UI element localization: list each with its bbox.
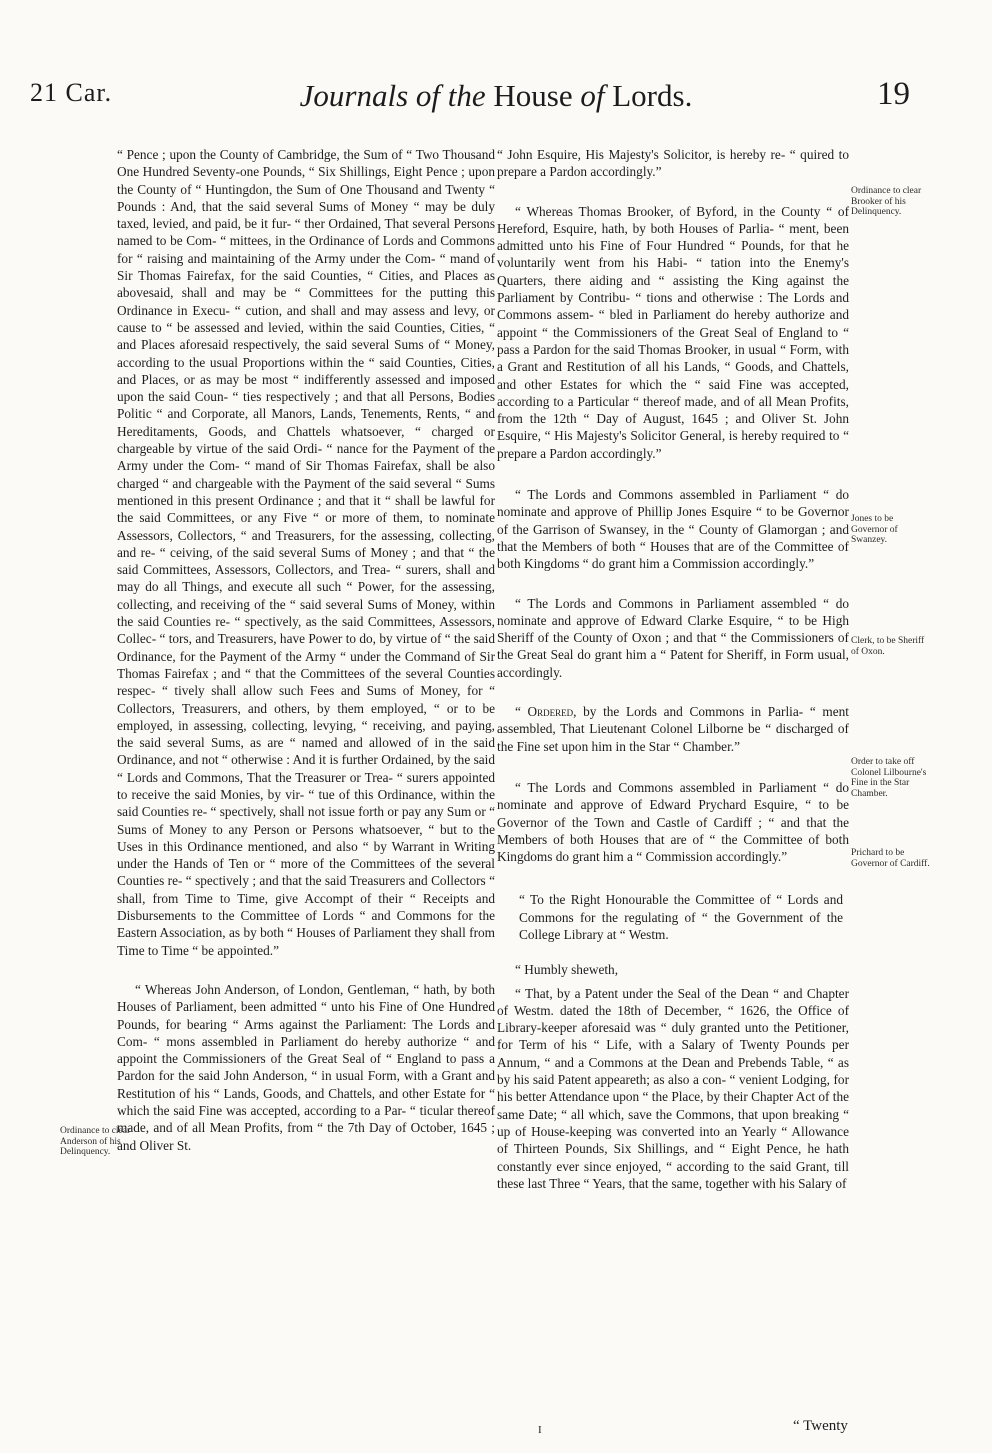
margin-note-lilborne: Order to take off Colonel Lilbourne's Fine in the Star Chamber.: [851, 757, 927, 799]
signature-mark: I: [538, 1424, 542, 1436]
right-column: [497, 146, 849, 1192]
humbly-sheweth: “ Humbly sheweth,: [515, 962, 619, 978]
running-title-lords: Lords.: [612, 78, 693, 113]
ordered-word: Ordered,: [527, 704, 577, 720]
anderson-ordinance-end: “ John Esquire, His Majesty's Solicitor, is hereby re- “ quired to prepare a Pardon accordingly.”: [497, 147, 849, 180]
left-column: [117, 146, 495, 1154]
running-title: [0, 78, 992, 114]
running-title-of-the: of the: [408, 78, 494, 113]
margin-note-brooker: Ordinance to clear Brooker of his Delinquency.: [851, 186, 922, 218]
anderson-ordinance-text: “ Whereas John Anderson, of London, Gentleman, “ hath, by both Houses of Parliament, been admitted “ unto his Fine of One Hundred Pounds, for bearing “ Arms against the Parliament: The Lords and Com- “ mons assembled in Parliament do hereby authorize “ and appoint the Commissioners of the Great Seal of “ England to pass a Pardon for the said John Anderson, “ in usual Form, with a Grant and Restitution of his “ Lands, Goods, and Chattels, and other Estate for “ which the said Fine was accepted, according to a Par- “ ticular thereof made, and of all Mean Profits, from “ the 7th Day of October, 1645 ; and Oliver St.: [117, 981, 495, 1153]
petition-body-text: “ That, by a Patent under the Seal of the Dean “ and Chapter of Westm. dated the 18th of December, “ 1626, the Office of Library-keeper aforesaid was “ duly granted unto the Petitioner, for Term of his “ Life, with a Salary of Twenty Pounds per Annum, “ and a Commons at the Dean and Prebends Table, “ as by his said Patent appeareth; as also a con- “ venient Lodging, for his better Attendance upon “ the Place, by their Chapter Act of the same Date; “ all which, save the Commons, that upon breaking “ up of House-keeping was converted into an Yearly “ Allowance of Thirteen Pounds, Six Shillings, and “ Eight Pence, he hath constantly ever since enjoyed, “ according to the said Grant, till these last Three “ Years, that the same, together with his Salary of: [497, 985, 849, 1191]
page-number: 19: [877, 76, 910, 112]
brooker-ordinance-text: “ Whereas Thomas Brooker, of Byford, in the County “ of Hereford, Esquire, hath, by both Houses of Parlia- “ ment, been admitted unto his Fine of Four Hundred “ Pounds, for that he voluntarily went from his Habi- “ tation into the Enemy's Quarters, there aiding and “ assisting the King against the Parliament by Contribu- “ tions and otherwise : The Lords and Commons assem- “ bled in Parliament do hereby authorize and appoint “ the Commissioners of the Great Seal of England to “ pass a Pardon for the said Thomas Brooker, in usual “ Form, with a Grant and Restitution of all his Lands, “ Goods, and Chattels, and other Estates for which the “ said Fine was accepted, according to a Particular “ thereof made, and of all Mean Profits, from the 12th “ Day of August, 1645 ; and Oliver St. John Esquire, “ His Majesty's Solicitor General, is hereby required to “ prepare a Pardon accordingly.”: [497, 203, 849, 461]
lilborne-order: “ Ordered, by the Lords and Commons in Parlia- “ ment assembled, That Lieutenant Colonel Lilborne be “ discharged of the Fine set upon him in the Star “ Chamber.”: [497, 704, 849, 754]
clarke-order-text: “ The Lords and Commons in Parliament assembled “ do nominate and approve of Edward Clarke Esquire, “ to be High Sheriff of the County of Oxon ; and that “ the Commissioners of the Great Seal do grant him a “ Patent for Sheriff, in Form usual, accordingly.: [497, 595, 849, 680]
running-title-of: of: [572, 78, 613, 113]
jones-order-text: “ The Lords and Commons assembled in Parliament “ do nominate and approve of Phillip Jones Esquire “ to be Governor of the Garrison of Swansey, in the “ County of Glamorgan ; and that the Members of both “ Houses that are of the Committee of both Kingdoms “ do grant him a Commission accordingly.”: [497, 487, 849, 572]
running-title-journals: Journals: [299, 78, 409, 113]
margin-note-anderson: Ordinance to clear Anderson of his Delinquency.: [60, 1126, 131, 1158]
petition-address: “ To the Right Honourable the Committee of “ Lords and Commons for the regulating of “ the Government of the College Library at “ Westm.: [519, 892, 843, 942]
margin-note-jones: Jones to be Governor of Swanzey.: [851, 514, 898, 546]
catchword: “ Twenty: [793, 1418, 848, 1434]
ordinance-continued-text: “ Pence ; upon the County of Cambridge, the Sum of “ Two Thousand One Hundred Seventy-one Pounds, “ Six Shillings, Eight Pence ; upon the County of “ Huntingdon, the Sum of One Thousand and Twenty “ Pounds : And, that the said several Sums of Money “ may be duly taxed, levied, and paid, be it fur- “ ther Ordained, That several Persons named to be Com- “ mittees, in the Ordinance of Lords and Commons for “ raising and maintaining of the Army under the Com- “ mand of Sir Thomas Fairefax, for the said Counties, “ Cities, and Places as abovesaid, shall and may be “ Committees for the putting this Ordinance in Execu- “ cution, and shall and may assess and levy, or cause to “ be assessed and levied, within the said Counties, Cities, “ and Places aforesaid respectively, the said several Sums of “ Money, according to the usual Proportions within the “ said Counties, Cities, and Places, or as may be most “ indifferently assessed and imposed upon the said Coun- “ ties respectively ; and that all Persons, Bodies Politic “ and Corporate, all Manors, Lands, Tenements, Rents, “ and Hereditaments, Goods, and Chattels whatsoever, “ charged or chargeable by virtue of the said Ordi- “ nance for the Payment of the Army under the Com- “ mand of Sir Thomas Fairefax, shall be also charged “ and chargeable with the Payment of the said several “ Sums mentioned in this present Ordinance ; and that it “ shall be lawful for the said Committees, or any Five “ or more of them, to nominate Assessors, Collectors, “ and Treasurers, for the assessing, collecting, and re- “ ceiving, of the said several Sums of Money ; and that “ the said Committees, Assessors, Collectors, and Trea- “ surers, shall and may do all Things, and execute all such “ Power, for the assessing, collecting, and receiving of the “ said several Sums of Money, within the said Counties re- “ spectively, as the said Committees, Assessors, Collec- “ tors, and Treasurers, have Power to do, by virtue of “ the said Ordinance, for the Payment of the Army “ under the Command of Sir Thomas Fairefax ; and “ that the Committees of the several Counties respec- “ tively shall allow such Fees and Sums of Money, for “ Collectors, Treasurers, and others, by them employed, “ or to be employed, in assessing, collecting, levying, “ receiving, and paying, the said several Sums, as are “ named and allowed of in the said Ordinance, and not “ otherwise : And it is further Ordained, by the said “ Lords and Commons, That the Treasurer or Trea- “ surers appointed to receive the said Monies, by vir- “ tue of this Ordinance, within the said Counties re- “ spectively, shall not issue forth or pay any Sum or “ Sums of Money to any Person or Persons whatsoever, “ but to the Uses in this Ordinance mentioned, and also “ by Warrant in Writing under the Hands of Ten or “ more of the Committees of the several Counties re- “ spectively ; and that the said Treasurers and Collectors “ shall, from Time to Time, give Accompt of their “ Receipts and Disbursements to the Committee of Lords “ and Commons for the Eastern Association, as by both “ Houses of Parliament they shall from Time to Time “ be appointed.”: [117, 147, 495, 958]
running-title-house: House: [493, 78, 573, 113]
margin-note-prychard: Prichard to be Governor of Cardiff.: [851, 848, 930, 869]
lilborne-order-text: by the Lords and Commons in Parlia- “ ment assembled, That Lieutenant Colonel Lilborne be “ discharged of the Fine set upon him in the Star “ Chamber.”: [497, 704, 849, 754]
regnal-year: 21 Car.: [30, 78, 113, 107]
margin-note-clarke: Clerk, to be Sheriff of Oxon.: [851, 636, 925, 657]
page-header: [0, 78, 992, 128]
prychard-order-text: “ The Lords and Commons assembled in Parliament “ do nominate and approve of Edward Prychard Esquire, “ to be Governor of the Town and Castle of Cardiff ; “ and that the Members of both Houses that are of “ the Committee of both Kingdoms do grant him a “ Commission accordingly.”: [497, 779, 849, 865]
